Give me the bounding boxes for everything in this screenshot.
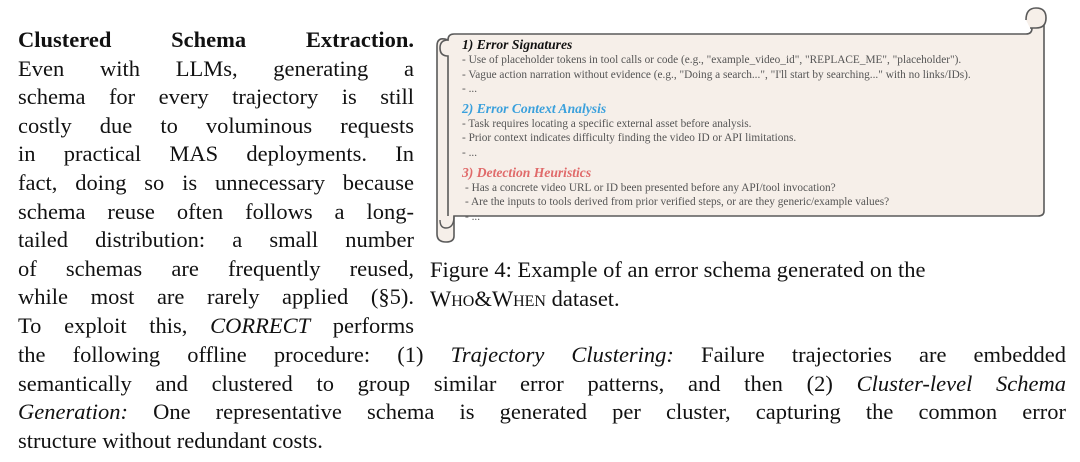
step-name: Cluster-level Schema [856, 370, 1066, 396]
list-item: - Vague action narration without evidence (e.g., "Doing a search...", "I'll start by searching..." with no links/IDs). [462, 68, 971, 81]
text-line [18, 398, 1066, 427]
text-line: Even with LLMs, generating a [18, 55, 414, 81]
section-title-error-context: 2) Error Context Analysis [462, 100, 607, 116]
caption-line [430, 285, 1070, 314]
caption-line: Figure 4: Example of an error schema generated on the [430, 257, 926, 282]
text-line: tailed distribution: a small number [18, 227, 414, 253]
text-line: schema for every trajectory is still [18, 84, 414, 110]
text-run: Failure trajectories are embedded [673, 342, 1067, 367]
list-item: - Task requires locating a specific external asset before analysis. [462, 117, 752, 130]
run-in-heading: Clustered Schema Extraction. [18, 27, 414, 52]
text-run: performs [310, 312, 414, 338]
list-item: - Has a concrete video URL or ID been presented before any API/tool invocation? [465, 181, 836, 194]
step-name: Trajectory Clustering: [450, 342, 674, 367]
body-paragraph-bottom [18, 341, 1066, 455]
error-schema-content [462, 36, 1047, 224]
list-item: - ... [462, 146, 478, 159]
text-run: To exploit this, [18, 312, 211, 338]
dataset-name: Who&When [430, 285, 546, 311]
list-item: - ... [462, 83, 478, 96]
body-paragraph-left [18, 26, 414, 341]
figure-caption [430, 256, 1070, 313]
list-item: - Are the inputs to tools derived from prior verified steps, or are they generic/example values? [465, 196, 890, 209]
paragraph-heading-line [18, 26, 414, 55]
text-line: in practical MAS deployments. In [18, 141, 414, 167]
text-line [18, 341, 1066, 370]
list-item: - Use of placeholder tokens in tool calls or code (e.g., "example_video_id", "REPLACE_ME", "placeholder"). [462, 54, 962, 66]
list-item: - ... [465, 210, 481, 223]
text-run: One representative schema is generated per cluster, capturing the common error [127, 399, 1066, 425]
text-run: semantically and clustered to group similar error patterns, and then (2) [18, 370, 857, 396]
section-title-error-signatures: 1) Error Signatures [462, 37, 573, 52]
section-title-detection-heuristics: 3) Detection Heuristics [462, 164, 592, 180]
text-run: dataset. [545, 285, 620, 311]
text-line: structure without redundant costs. [18, 427, 323, 453]
text-line: schema reuse often follows a long- [18, 198, 414, 224]
text-line: fact, doing so is unnecessary because [18, 169, 414, 195]
list-item: - Prior context indicates difficulty finding the video ID or API limitations. [462, 132, 797, 145]
system-name: CORRECT [210, 312, 311, 338]
text-run: the following offline procedure: (1) [18, 342, 451, 367]
text-line [18, 312, 414, 341]
step-name: Generation: [18, 399, 128, 425]
text-line: while most are rarely applied (§5). [18, 284, 414, 310]
scroll-curl-top [1026, 8, 1046, 28]
text-line: costly due to voluminous requests [18, 112, 414, 138]
text-line [18, 370, 1066, 399]
text-line: of schemas are frequently reused, [18, 255, 414, 281]
